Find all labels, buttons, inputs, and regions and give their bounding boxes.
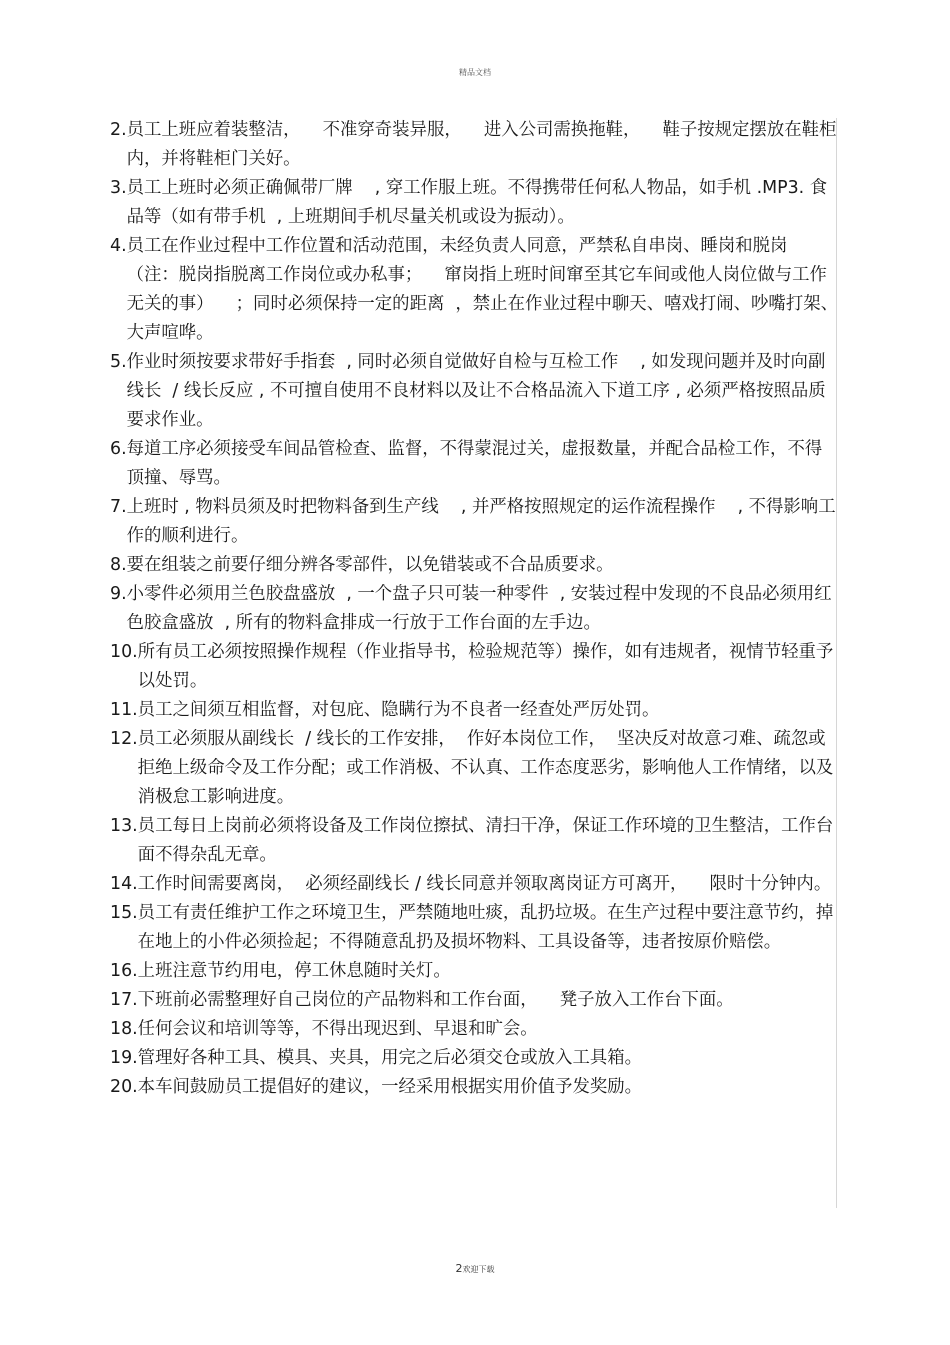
rule-text: 本车间鼓励员工提倡好的建议，一经采用根据实用价值予发奖励。 xyxy=(137,1077,643,1097)
rule-number: 18. xyxy=(110,1019,138,1039)
rule-item xyxy=(110,899,838,957)
rule-text: 每道工序必须接受车间品管检查、监督，不得蒙混过关，虚报数量，并配合品检工作，不得顶撞、辱骂。 xyxy=(126,439,823,488)
rule-text: 小零件必须用兰色胶盘盛放 , 一个盘子只可装一种零件 , 安装过程中发现的不良品必须用红色胶盒盛放 , 所有的物料盒排成一行放于工作台面的左手边。 xyxy=(126,584,832,633)
rule-text: 上班时 , 物料员须及时把物料备到生产线 , 并严格按照规定的运作流程操作 , 不得影响工作的顺利进行。 xyxy=(126,497,836,546)
rule-text: 作业时须按要求带好手指套 , 同时必须自觉做好自检与互检工作 , 如发现问题并及时向副线长 / 线长反应 , 不可擅自使用不良材料以及让不合格品流入下道工序 , 必须严格按照品质要求作业。 xyxy=(126,352,826,430)
rule-text: 管理好各种工具、模具、夹具，用完之后必須交仓或放入工具箱。 xyxy=(137,1048,643,1068)
rule-text: 员工有责任维护工作之环境卫生，严禁随地吐痰，乱扔垃圾。在生产过程中要注意节约，掉在地上的小件必须捡起；不得随意乱扔及损坏物料、工具设备等，违者按原价赔偿。 xyxy=(137,903,834,952)
rule-number: 5. xyxy=(110,352,127,372)
rule-item xyxy=(110,116,838,174)
rule-text: 上班注意节约用电，停工休息随时关灯。 xyxy=(137,961,451,981)
rule-text: 员工上班时必须正确佩带厂牌 , 穿工作服上班。不得携带任何私人物品，如手机 .MP3. 食品等（如有带手机 , 上班期间手机尽量关机或设为振动）。 xyxy=(126,178,828,227)
rule-item xyxy=(110,435,838,493)
rule-text: 所有员工必须按照操作规程（作业指导书，检验规范等）操作，如有违规者，视情节轻重予以处罚。 xyxy=(137,642,834,691)
rules-list xyxy=(110,116,838,1102)
rule-text: 员工在作业过程中工作位置和活动范围，未经负责人同意，严禁私自串岗、睡岗和脱岗（注：脱岗指脱离工作岗位或办私事； 窜岗指上班时间窜至其它车间或他人岗位做与工作无关的事） ；同时必须保持一定的距离 ，禁止在作业过程中聊天、嘻戏打闹、吵嘴打架、大声喧哗。 xyxy=(126,236,839,343)
rule-text: 员工必须服从副线长 / 线长的工作安排， 作好本岗位工作， 坚决反对故意刁难、疏忽或拒绝上级命令及工作分配；或工作消极、不认真、工作态度恶劣，影响他人工作情绪，以及消极怠工影响进度。 xyxy=(137,729,834,807)
rule-text: 任何会议和培训等等，不得出现迟到、早退和旷会。 xyxy=(137,1019,538,1039)
rule-text: 员工每日上岗前必须将设备及工作岗位擦拭、清扫干净，保证工作环境的卫生整洁，工作台面不得杂乱无章。 xyxy=(137,816,834,865)
rule-number: 10. xyxy=(110,642,138,662)
rule-item xyxy=(110,551,838,580)
footer-text: 欢迎下载 xyxy=(462,1265,495,1274)
rule-text: 员工之间须互相监督，对包庇、隐瞒行为不良者一经查处严厉处罚。 xyxy=(137,700,660,720)
rule-number: 2. xyxy=(110,120,127,140)
rule-item xyxy=(110,493,838,551)
rule-item xyxy=(110,174,838,232)
rule-number: 9. xyxy=(110,584,127,604)
rule-number: 15. xyxy=(110,903,138,923)
rule-item xyxy=(110,986,838,1015)
rule-text: 下班前必需整理好自己岗位的产品物料和工作台面， 凳子放入工作台下面。 xyxy=(137,990,734,1010)
page-footer xyxy=(0,1262,950,1275)
rule-item xyxy=(110,1015,838,1044)
rule-item xyxy=(110,957,838,986)
rule-text: 员工上班应着装整洁， 不准穿奇装异服， 进入公司需换拖鞋， 鞋子按规定摆放在鞋柜内，并将鞋柜门关好。 xyxy=(126,120,837,169)
rule-item xyxy=(110,812,838,870)
rule-number: 7. xyxy=(110,497,127,517)
rule-number: 19. xyxy=(110,1048,138,1068)
rule-text: 工作时间需要离岗， 必须经副线长 / 线长同意并领取离岗证方可离开， 限时十分钟内。 xyxy=(137,874,832,894)
rule-number: 14. xyxy=(110,874,138,894)
rule-item xyxy=(110,580,838,638)
rule-number: 17. xyxy=(110,990,138,1010)
rule-item xyxy=(110,870,838,899)
rule-number: 3. xyxy=(110,178,127,198)
rule-number: 6. xyxy=(110,439,127,459)
rule-item xyxy=(110,696,838,725)
rule-item xyxy=(110,232,838,348)
rule-number: 12. xyxy=(110,729,138,749)
rule-item xyxy=(110,725,838,812)
rule-number: 13. xyxy=(110,816,138,836)
rule-number: 16. xyxy=(110,961,138,981)
page-header: 精品文档 xyxy=(459,68,491,77)
rule-number: 4. xyxy=(110,236,127,256)
rule-item xyxy=(110,1073,838,1102)
rule-item xyxy=(110,348,838,435)
rule-item xyxy=(110,1044,838,1073)
rule-number: 20. xyxy=(110,1077,138,1097)
rule-number: 11. xyxy=(110,700,138,720)
page-number: 2 xyxy=(455,1262,463,1275)
rule-item xyxy=(110,638,838,696)
rule-text: 要在组装之前要仔细分辨各零部件，以免错装或不合品质要求。 xyxy=(126,555,614,575)
rule-number: 8. xyxy=(110,555,127,575)
